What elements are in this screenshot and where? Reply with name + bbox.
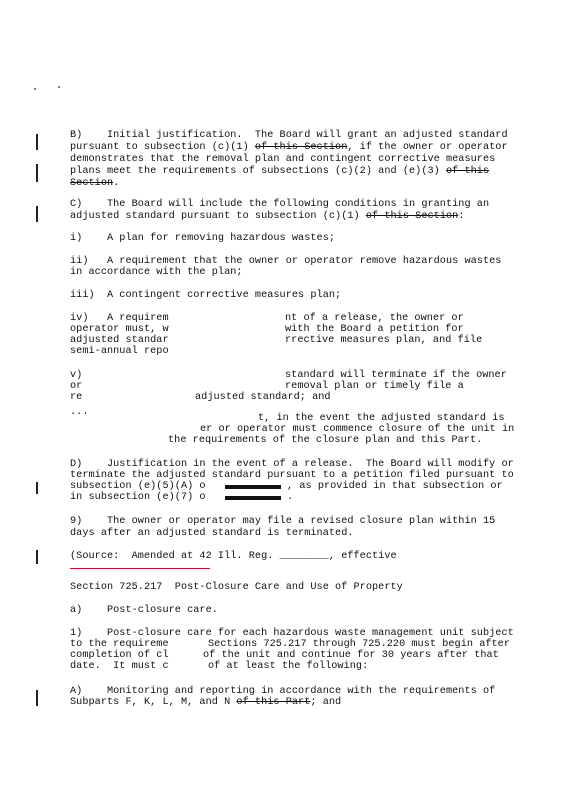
para-d-line-4b: .	[287, 492, 294, 503]
para-b-line-2: pursuant to subsection (c)(1) of this Section, if the owner or operator	[70, 142, 508, 153]
condition-ii-line-1: ii) A requirement that the owner or operator remove hazardous wastes	[70, 256, 502, 267]
subsection-1-line-3b: of the unit and continue for 30 years after that	[203, 650, 499, 661]
para-c-line-1: C) The Board will include the following conditions in granting an	[70, 199, 490, 210]
condition-i: i) A plan for removing hazardous wastes;	[70, 233, 336, 244]
condition-v-line-3a: re	[70, 392, 83, 403]
subsection-1-line-3a: completion of cl	[70, 650, 169, 661]
condition-v-line-2b: removal plan or timely file a	[285, 381, 464, 392]
condition-iii: iii) A contingent corrective measures plan;	[70, 290, 342, 301]
subsection-1-line-4a: date. It must c	[70, 661, 169, 672]
para-b-line-1: B) Initial justification. The Board will grant an adjusted standard	[70, 130, 508, 141]
para-d-line-1: D) Justification in the event of a release. The Board will modify or	[70, 459, 514, 470]
condition-iv-line-1a: iv) A requirem	[70, 313, 169, 324]
condition-vi-line-1b: t, in the event the adjusted standard is	[258, 413, 505, 424]
source-note: (Source: Amended at 42 Ill. Reg. ________, effective	[70, 551, 397, 562]
scan-speck	[34, 88, 36, 90]
revision-bar	[36, 164, 38, 182]
para-b-line-4: plans meet the requirements of subsections (c)(2) and (e)(3) of this	[70, 166, 490, 177]
redaction-mark	[225, 485, 281, 489]
condition-v-line-1b: standard will terminate if the owner	[285, 370, 507, 381]
subsection-1-line-2a: to the requireme	[70, 639, 169, 650]
condition-iv-line-1b: nt of a release, the owner or	[285, 313, 464, 324]
condition-iv-line-3b: rrective measures plan, and file	[285, 335, 483, 346]
condition-v-line-1a: v)	[70, 370, 83, 381]
condition-iv-line-2a: operator must, w	[70, 324, 169, 335]
subsection-1-line-4b: of at least the following:	[208, 661, 369, 672]
condition-v-line-2a: or	[70, 381, 83, 392]
condition-vi-line-1a: ...	[70, 407, 89, 418]
para-b-line-5: Section.	[70, 178, 120, 189]
source-underline	[70, 568, 210, 569]
revision-bar	[36, 206, 38, 222]
condition-iv-line-2b: with the Board a petition for	[285, 324, 464, 335]
revision-bar	[36, 134, 38, 150]
subsection-A-line-1: A) Monitoring and reporting in accordance with the requirements of	[70, 686, 496, 697]
condition-ii-line-2: in accordance with the plan;	[70, 267, 243, 278]
condition-iv-line-3a: adjusted standar	[70, 335, 169, 346]
para-b-line-3: demonstrates that the removal plan and contingent corrective measures	[70, 154, 496, 165]
condition-v-line-3b: adjusted standard; and	[195, 392, 331, 403]
condition-vi-line-3: the requirements of the closure plan and this Part.	[168, 435, 483, 446]
subsection-a: a) Post-closure care.	[70, 605, 218, 616]
subsection-1-line-1: 1) Post-closure care for each hazardous waste management unit subject	[70, 628, 514, 639]
para-d-line-3b: , as provided in that subsection or	[287, 481, 503, 492]
condition-vi-line-2: er or operator must commence closure of the unit in	[200, 424, 515, 435]
revision-bar	[36, 550, 38, 564]
para-d-line-2: terminate the adjusted standard pursuant to a petition filed pursuant to	[70, 470, 514, 481]
para-9-line-2: days after an adjusted standard is terminated.	[70, 528, 354, 539]
revision-bar	[36, 690, 38, 706]
subsection-A-line-2: Subparts F, K, L, M, and N of this Part; and	[70, 697, 342, 708]
subsection-1-line-2b: Sections 725.217 through 725.220 must begin after	[208, 639, 511, 650]
para-c-line-2: adjusted standard pursuant to subsection (c)(1) of this Section:	[70, 211, 465, 222]
condition-iv-line-4a: semi-annual repo	[70, 346, 169, 357]
revision-bar	[36, 482, 38, 494]
redaction-mark	[225, 496, 281, 500]
para-9-line-1: 9) The owner or operator may file a revised closure plan within 15	[70, 516, 496, 527]
para-d-line-3a: subsection (e)(5)(A) o	[70, 481, 206, 492]
section-heading: Section 725.217 Post-Closure Care and Use of Property	[70, 582, 403, 593]
scan-speck	[58, 86, 60, 88]
para-d-line-4a: in subsection (e)(7) o	[70, 492, 206, 503]
